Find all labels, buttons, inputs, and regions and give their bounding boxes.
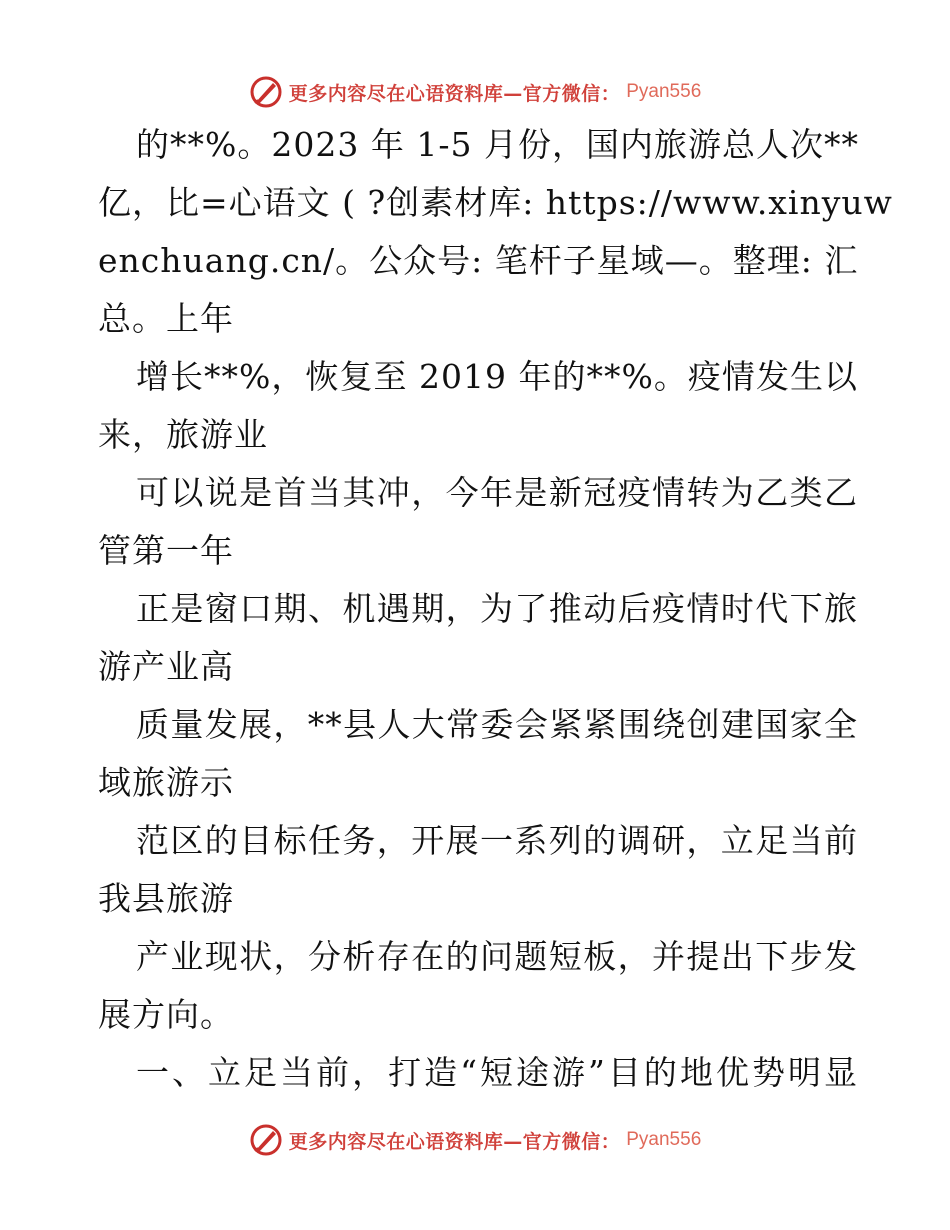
quill-pen-circle-icon [249,1123,283,1157]
section-heading: 一、立足当前，打造“短途游”目的地优势明显 [136,1053,858,1092]
header-watermark [0,72,950,112]
text-line: 正是窗口期、机遇期，为了推动后疫情时代下旅 [136,589,858,628]
text-line: 总。上年 [98,299,234,338]
watermark-text: 更多内容尽在心语资料库—官方微信： [288,82,621,105]
text-line: enchuang.cn/。公众号: 笔杆子星域—。整理: 汇 [98,241,859,280]
text-line: 范区的目标任务，开展一系列的调研，立足当前 [136,821,858,860]
document-body [98,116,893,1102]
text-line: 产业现状，分析存在的问题短板，并提出下步发 [136,937,858,976]
watermark-text: 更多内容尽在心语资料库—官方微信： [288,1130,621,1153]
text-line: 管第一年 [98,531,234,570]
text-line: 游产业高 [98,647,234,686]
text-line: 域旅游示 [98,763,234,802]
text-line: 增长**%，恢复至 2019 年的**%。疫情发生以 [136,357,858,396]
watermark-handle: Pyan556 [626,81,702,102]
text-line: 亿，比=心语文 ( ?创素材库: https://www.xinyuw [98,183,893,222]
text-line: 我县旅游 [98,879,234,918]
watermark-handle: Pyan556 [626,1129,702,1150]
footer-watermark [0,1120,950,1160]
text-line: 质量发展，**县人大常委会紧紧围绕创建国家全 [136,705,858,744]
text-line: 来，旅游业 [98,415,268,454]
text-line: 展方向。 [98,995,234,1034]
text-line: 的**%。2023 年 1-5 月份，国内旅游总人次** [136,125,859,164]
quill-pen-circle-icon [249,75,283,109]
text-line: 可以说是首当其冲，今年是新冠疫情转为乙类乙 [136,473,858,512]
